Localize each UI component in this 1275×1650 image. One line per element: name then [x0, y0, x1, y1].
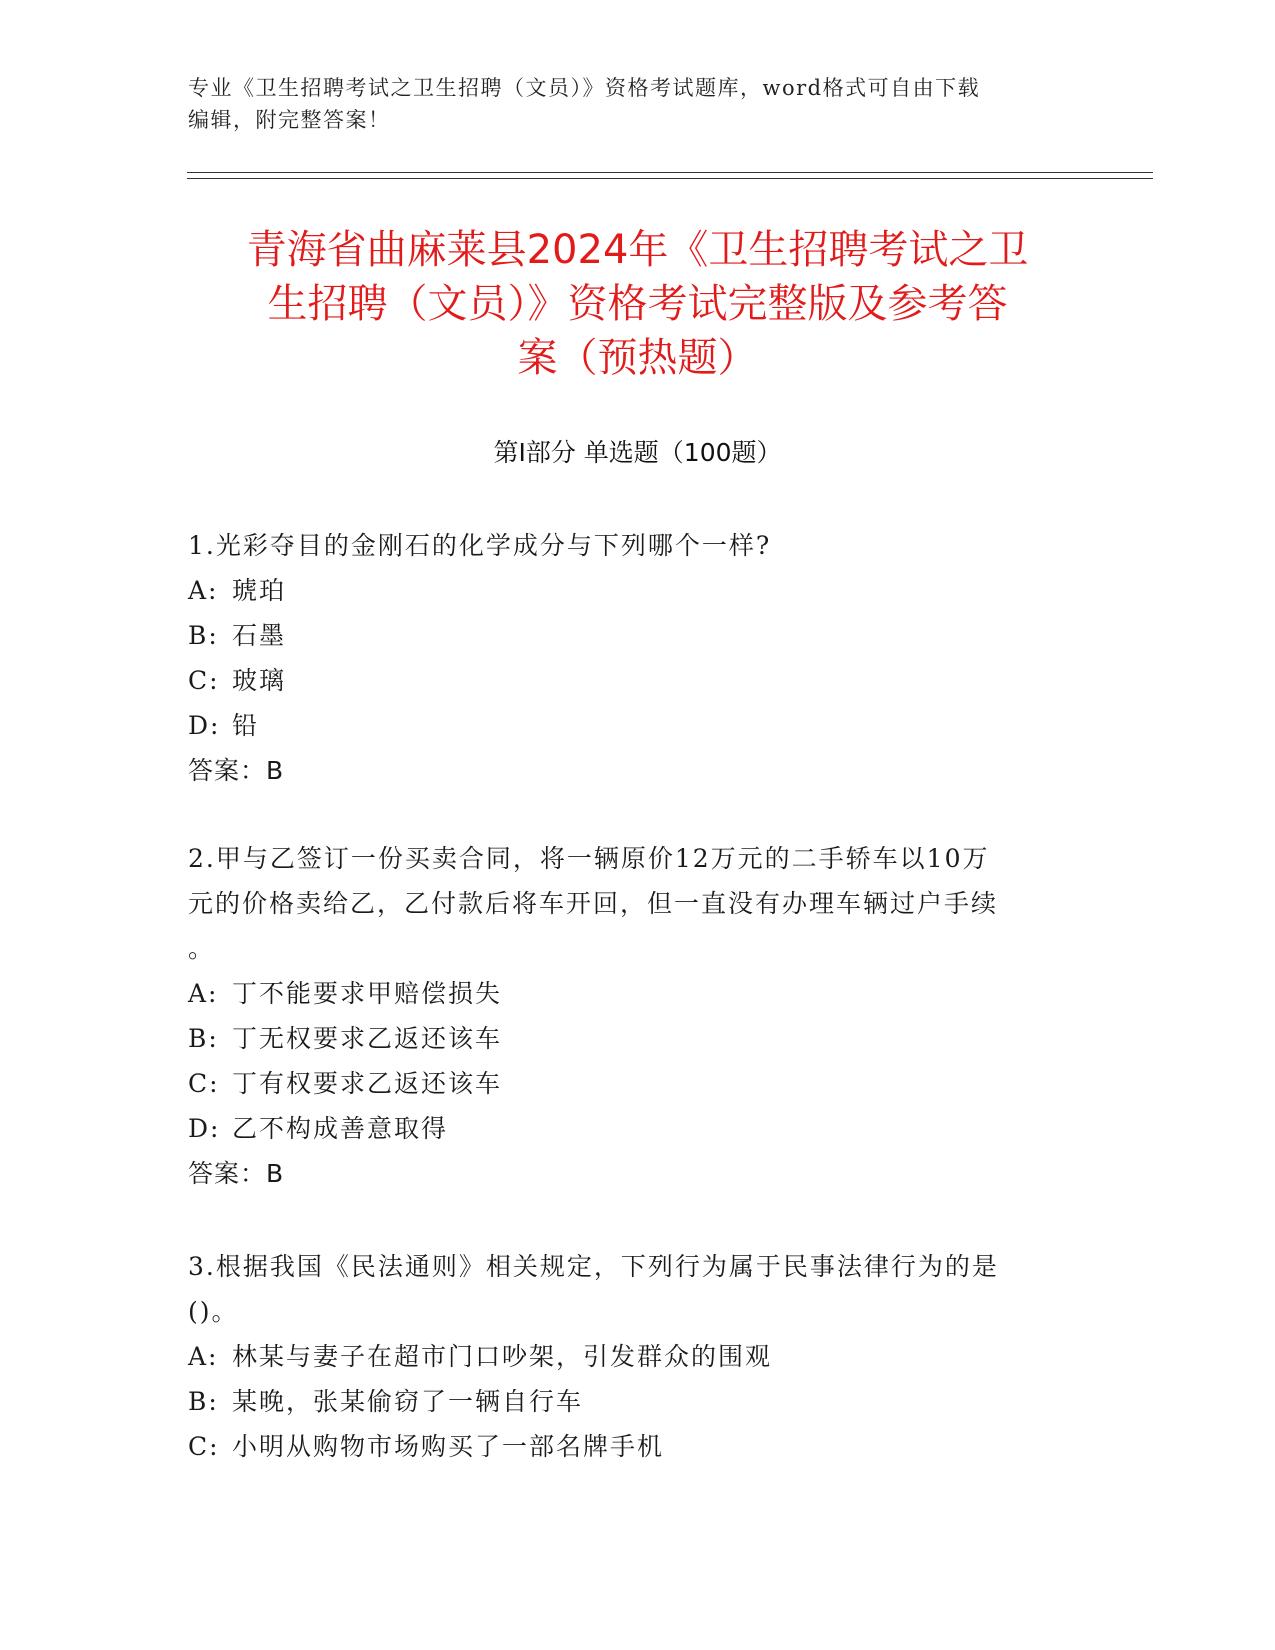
option-text: 林某与妻子在超市门口吵架，引发群众的围观 [232, 1342, 773, 1371]
option-key: B: [188, 1024, 219, 1053]
option-c [188, 1061, 1068, 1106]
answer: 答案：B [188, 1159, 285, 1188]
option-a [188, 1334, 1068, 1379]
option-text: 铅 [232, 711, 260, 740]
option-d [188, 1106, 1068, 1151]
option-b [188, 1379, 1068, 1424]
document-title-line-2: 生招聘（文员）》资格考试完整版及参考答 [267, 281, 1008, 327]
header-note-line-2: 编辑，附完整答案！ [188, 108, 391, 132]
document-title [150, 223, 1125, 385]
section-title: 第Ⅰ部分 单选题（100题） [493, 438, 782, 467]
option-key: C: [188, 666, 220, 695]
option-key: C: [188, 1069, 220, 1098]
header-rule-top [187, 172, 1153, 173]
option-text: 乙不构成善意取得 [232, 1114, 449, 1143]
option-key: C: [188, 1432, 220, 1461]
document-title-line-3: 案（预热题） [517, 335, 758, 381]
question-stem: 1.光彩夺目的金刚石的化学成分与下列哪个一样? [188, 531, 772, 560]
question-stem-line-3: 。 [188, 934, 216, 963]
option-text: 琥珀 [232, 576, 287, 605]
option-text: 丁有权要求乙返还该车 [232, 1069, 503, 1098]
option-key: B: [188, 621, 219, 650]
option-key: A: [188, 979, 219, 1008]
option-b [188, 613, 1068, 658]
header-note-line-1: 专业《卫生招聘考试之卫生招聘（文员）》资格考试题库，word格式可自由下载 [188, 76, 981, 100]
question-3 [188, 1244, 1068, 1469]
option-d [188, 703, 1068, 748]
option-a [188, 971, 1068, 1016]
option-c [188, 1424, 1068, 1469]
option-text: 某晚，张某偷窃了一辆自行车 [232, 1387, 584, 1416]
option-text: 小明从购物市场购买了一部名牌手机 [232, 1432, 665, 1461]
option-key: D: [188, 711, 221, 740]
header-note [188, 72, 1088, 136]
option-key: A: [188, 576, 219, 605]
option-text: 丁不能要求甲赔偿损失 [232, 979, 503, 1008]
question-stem-line-1: 2.甲与乙签订一份买卖合同，将一辆原价12万元的二手轿车以10万 [188, 844, 990, 873]
option-key: D: [188, 1114, 221, 1143]
option-key: A: [188, 1342, 219, 1371]
option-text: 丁无权要求乙返还该车 [232, 1024, 503, 1053]
document-title-line-1: 青海省曲麻莱县2024年《卫生招聘考试之卫 [246, 227, 1029, 273]
option-a [188, 568, 1068, 613]
question-stem-line-2: 元的价格卖给乙，乙付款后将车开回，但一直没有办理车辆过户手续 [188, 889, 999, 918]
question-1 [188, 523, 1068, 793]
option-b [188, 1016, 1068, 1061]
answer: 答案：B [188, 756, 285, 785]
option-c [188, 658, 1068, 703]
option-text: 石墨 [232, 621, 287, 650]
question-stem-line-2: ()。 [188, 1297, 239, 1326]
option-key: B: [188, 1387, 219, 1416]
option-text: 玻璃 [232, 666, 287, 695]
question-2 [188, 836, 1068, 1196]
header-rule-bottom [187, 178, 1153, 179]
question-stem-line-1: 3.根据我国《民法通则》相关规定，下列行为属于民事法律行为的是 [188, 1252, 999, 1281]
